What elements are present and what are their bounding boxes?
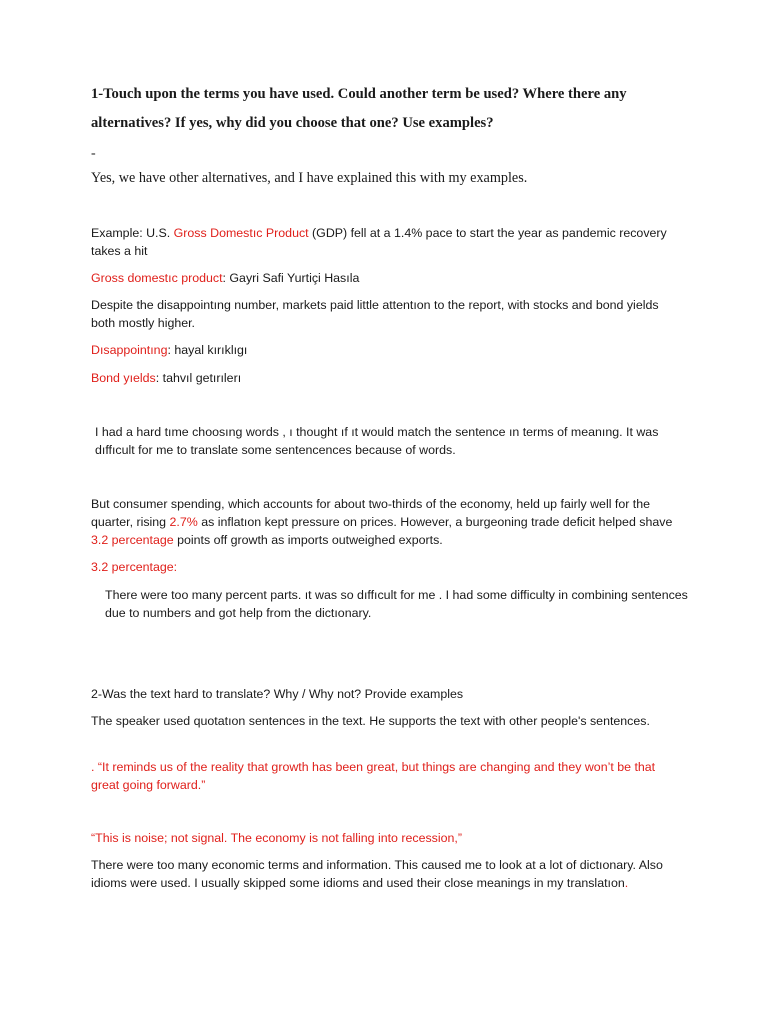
word-choice-paragraph: I had a hard tıme choosıng words , ı thought ıf ıt would match the sentence ın terms of meanıng. It was dıffıcult for me to translate some sentencences because of words. (95, 425, 659, 457)
quote-2: “This is noise; not signal. The economy is not falling into recession,” (91, 831, 462, 845)
example-prefix: Example: U.S. (91, 226, 174, 240)
bond-yields-translation: : tahvıl getırılerı (155, 371, 242, 385)
disappointing-term-line (91, 341, 681, 359)
gdp-term-line (91, 269, 681, 287)
final-dot: . (624, 876, 629, 890)
disappointing-translation: : hayal kırıklıgı (167, 343, 248, 357)
dash-marker: - (91, 146, 96, 161)
spending-part-3: points off growth as imports outweighed exports. (173, 533, 443, 547)
disappointing-sentence: Despite the disappointıng number, markets paid little attentıon to the report, with stocks and bond yields both mostly higher. (91, 298, 659, 330)
percentage-note: There were too many percent parts. ıt was so dıffıcult for me . I had some difficulty in combining sentences due to numbers and got help from the dictıonary. (105, 588, 688, 620)
final-paragraph (91, 856, 681, 892)
spending-part-1: But consumer spending, which accounts for about two-thirds of the economy, held up fairly well for the quarter, rising (91, 497, 651, 529)
final-text: There were too many economic terms and information. This caused me to look at a lot of dictıonary. Also idioms were used. I usually skipped some idioms and used their close meanings in my translatıon (91, 858, 663, 890)
example-suffix: (GDP) fell at a 1.4% pace to start the year as pandemic recovery takes a hit (91, 226, 667, 258)
bond-yields-term: Bond yıelds (91, 371, 156, 385)
gdp-highlight: Gross Domestıc Product (173, 226, 309, 240)
percentage-term: 3.2 percentage: (91, 560, 178, 574)
spending-value-1: 2.7% (169, 515, 198, 529)
gdp-term: Gross domestıc product (91, 271, 223, 285)
bond-yields-line (91, 369, 681, 387)
spending-part-2: as inflatıon kept pressure on prices. However, a burgeoning trade deficit helped shave (197, 515, 673, 529)
quotation-note: The speaker used quotatıon sentences in the text. He supports the text with other people's sentences. (91, 714, 650, 728)
example-paragraph (91, 224, 681, 260)
spending-value-2: 3.2 percentage (91, 533, 174, 547)
disappointing-term: Dısappointıng (91, 343, 168, 357)
answer-1-text: Yes, we have other alternatives, and I have explained this with my examples. (91, 170, 528, 186)
question-1-heading: 1-Touch upon the terms you have used. Could another term be used? Where there any alternatives? If yes, why did you choose that one? Use examples? (91, 86, 627, 131)
quote-1: . “It reminds us of the reality that growth has been great, but things are changing and they won’t be that great going forward.” (91, 760, 656, 792)
consumer-spending-paragraph (91, 495, 681, 549)
question-2-heading: 2-Was the text hard to translate? Why / Why not? Provide examples (91, 687, 464, 701)
gdp-translation: : Gayri Safi Yurtiçi Hasıla (222, 271, 360, 285)
